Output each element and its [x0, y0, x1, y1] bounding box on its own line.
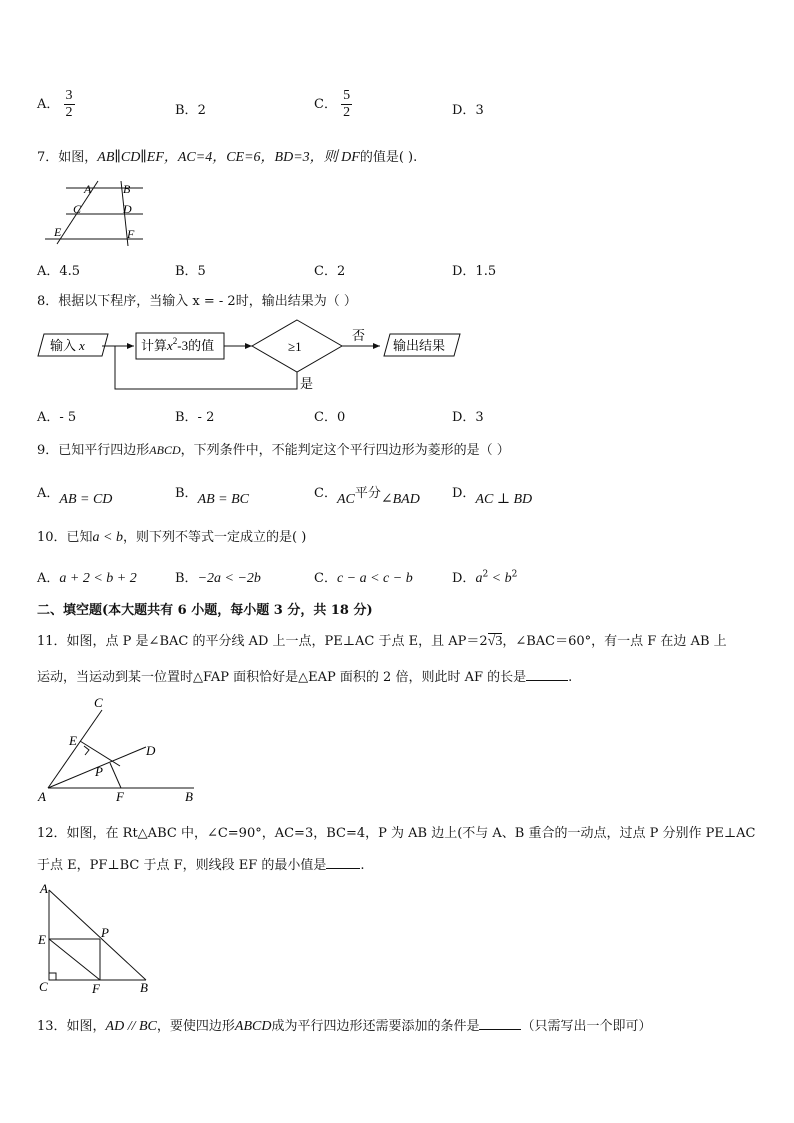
- label-a: A: [84, 182, 92, 196]
- label-p: P: [101, 925, 109, 940]
- condition-label: ≥1: [288, 339, 302, 354]
- arrowhead: [245, 343, 252, 349]
- side-ab: [49, 890, 146, 980]
- label-b: B: [140, 980, 148, 995]
- q6-option-d: D．3: [452, 103, 484, 118]
- label-e: E: [54, 225, 62, 239]
- label-p: P: [95, 764, 103, 779]
- q9-option-b: B．AB = BC: [175, 486, 250, 507]
- label-b: B: [185, 789, 193, 804]
- label-c: C: [94, 695, 103, 710]
- label-d: D: [146, 743, 156, 758]
- no-label: 否: [352, 328, 366, 343]
- q11-line1: 11．如图，点 P 是∠BAC 的平分线 AD 上一点，PE⊥AC 于点 E，且 AP＝2√3，∠BAC＝60°，有一点 F 在边 AB 上: [37, 634, 727, 649]
- label-e: E: [69, 733, 77, 748]
- fraction: $\frac{3}{2}$: [65, 88, 73, 120]
- label-f: F: [92, 981, 100, 996]
- q9-stem: 9．已知平行四边形ABCD，下列条件中，不能判定这个平行四边形为菱形的是（ ）: [37, 443, 510, 458]
- section-fill-in-blank-title: 二、填空题(本大题共有 6 小题，每小题 3 分，共 18 分): [37, 603, 373, 618]
- q8-option-c: C．0: [314, 410, 346, 425]
- arrowhead: [373, 343, 380, 349]
- answer-blank: [479, 1029, 521, 1030]
- q8-option-a: A．- 5: [37, 410, 77, 425]
- label-d: D: [123, 202, 132, 216]
- q8-flowchart: [36, 318, 466, 394]
- label-e: E: [38, 932, 46, 947]
- q11-figure: [34, 695, 204, 807]
- label-f: F: [127, 227, 135, 241]
- label-a: A: [40, 881, 48, 896]
- q12-line1: 12．如图，在 Rt△ABC 中，∠C=90°，AC=3，BC=4，P 为 AB 边上(不与 A、B 重合的一动点，过点 P 分别作 PE⊥AC: [37, 826, 756, 841]
- compute-label: 计算$x^2-3$的值: [141, 336, 215, 353]
- q6-option-a: A． $\frac{3}{2}$: [37, 88, 73, 120]
- q7-option-d: D．1.5: [452, 264, 497, 279]
- q9-option-d: D．AC ⊥ BD: [452, 486, 533, 507]
- yes-label: 是: [300, 376, 314, 391]
- output-label: 输出结果: [393, 338, 446, 353]
- q6-option-b: B．2: [175, 103, 206, 118]
- input-label: 输入 x: [50, 338, 85, 353]
- answer-blank: [526, 680, 568, 681]
- segment-pf: [110, 763, 121, 788]
- q12-figure: [34, 880, 164, 996]
- q10-option-b: B．−2a < −2b: [175, 571, 261, 586]
- q10-option-c: C．c − a < c − b: [314, 571, 413, 586]
- q7-figure: [40, 176, 150, 248]
- label-c: C: [39, 979, 48, 994]
- label-f: F: [116, 789, 124, 804]
- right-angle-mark: [49, 973, 56, 980]
- q13-stem: 13．如图，AD // BC，要使四边形ABCD成为平行四边形还需要添加的条件是 （只需写出一个即可）: [37, 1019, 652, 1034]
- q9-option-c: C．AC平分∠BAD: [314, 486, 420, 507]
- label-a: A: [38, 789, 46, 804]
- q8-option-d: D．3: [452, 410, 484, 425]
- segment-ef: [49, 939, 100, 980]
- label-b: B: [123, 182, 131, 196]
- q9-option-a: A．AB = CD: [37, 486, 113, 507]
- q10-stem: 10．已知a < b，则下列不等式一定成立的是( ): [37, 530, 307, 545]
- q6-option-c: C． $\frac{5}{2}$: [314, 88, 351, 120]
- fraction: $\frac{5}{2}$: [343, 88, 351, 120]
- q7-stem: 7．如图，AB∥CD∥EF，AC=4，CE=6，BD=3，则 DF的值是( ).: [37, 150, 418, 165]
- q8-option-b: B．- 2: [175, 410, 215, 425]
- q7-option-a: A．4.5: [37, 264, 81, 279]
- arrowhead: [127, 343, 134, 349]
- q10-option-a: A．a + 2 < b + 2: [37, 571, 137, 586]
- right-angle-mark: [84, 746, 89, 755]
- q7-option-b: B．5: [175, 264, 206, 279]
- q10-option-d: D．$a^2 < b^2$: [452, 569, 518, 586]
- q8-stem: 8．根据以下程序，当输入 x = - 2时，输出结果为（ ）: [37, 294, 357, 309]
- q7-option-c: C．2: [314, 264, 346, 279]
- answer-blank: [326, 868, 360, 869]
- label-c: C: [73, 202, 82, 216]
- q12-line2: 于点 E，PF⊥BC 于点 F，则线段 EF 的最小值是 .: [37, 858, 365, 873]
- q11-line2: 运动，当运动到某一位置时△FAP 面积恰好是△EAP 面积的 2 倍，则此时 AF 的长是 .: [37, 670, 573, 685]
